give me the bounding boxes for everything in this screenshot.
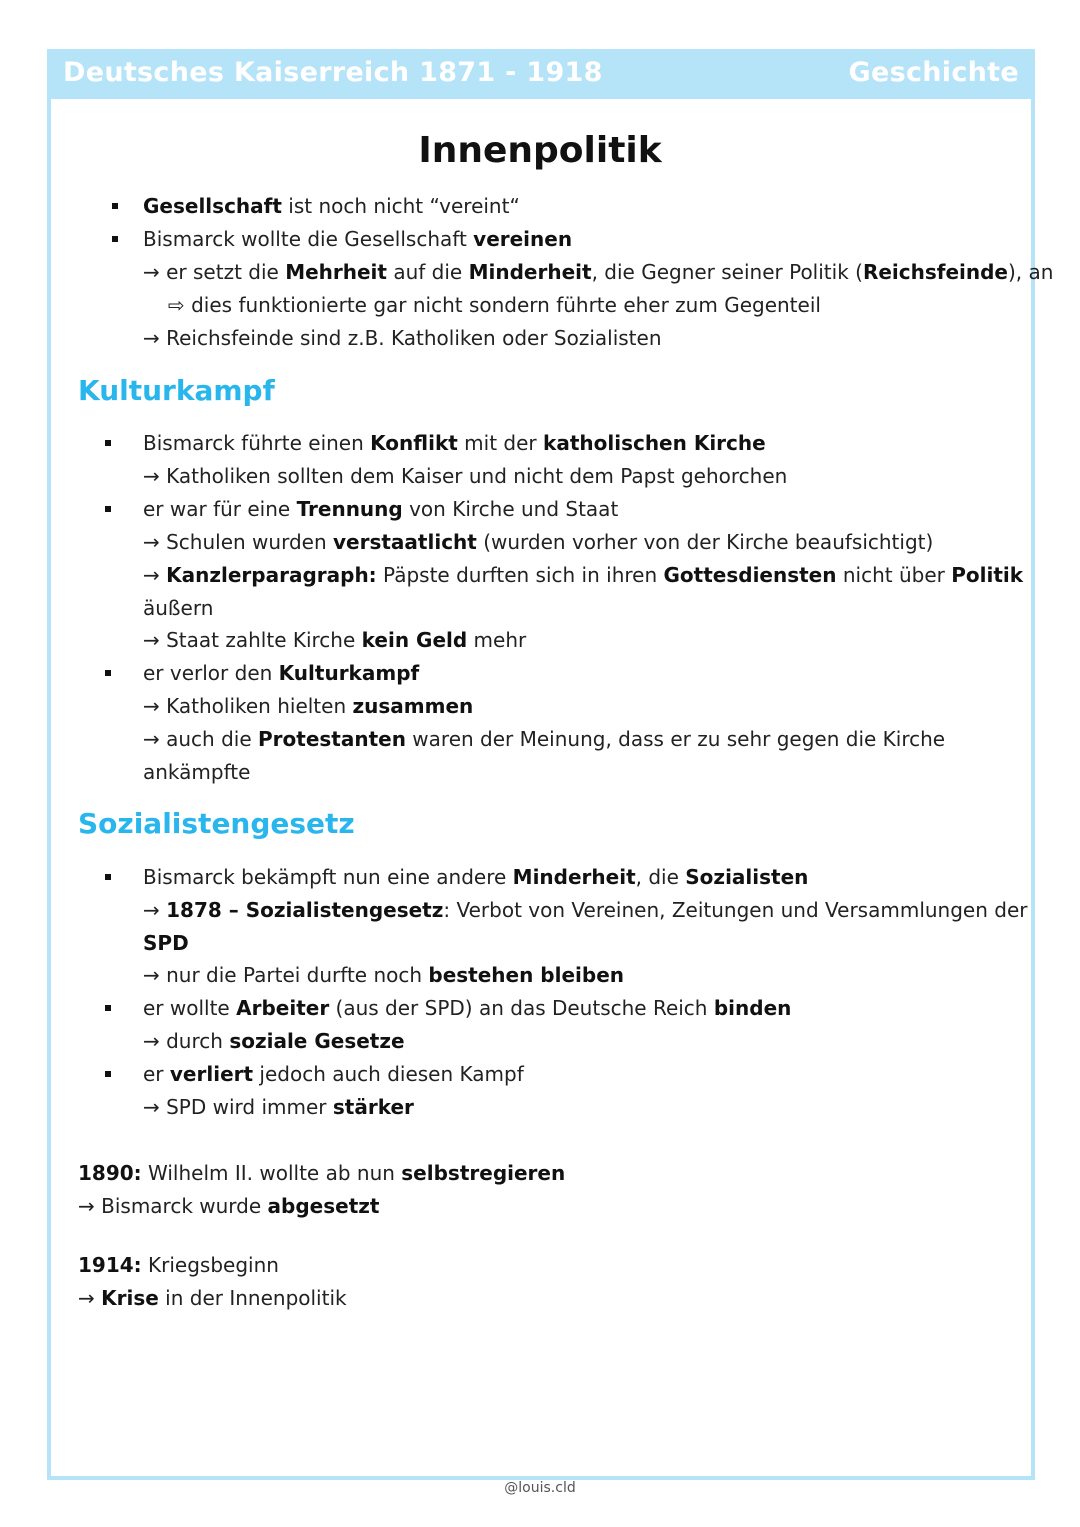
text-line	[143, 431, 766, 455]
text-line	[143, 1062, 524, 1086]
text-run: → auch die	[143, 727, 258, 751]
text-run: →	[78, 1286, 102, 1310]
text-run: nicht über	[836, 563, 952, 587]
bold-text: verstaatlicht	[333, 530, 477, 554]
text-run: jedoch auch diesen Kampf	[253, 1062, 524, 1086]
bold-text: verliert	[169, 1062, 254, 1086]
text-run: ⇨ dies funktionierte gar nicht sondern führte eher zum Gegenteil	[168, 293, 821, 317]
bold-text: Mehrheit	[285, 260, 387, 284]
text-run: : Verbot von Vereinen, Zeitungen und Versammlungen der	[443, 898, 1028, 922]
text-run: (aus der SPD) an das Deutsche Reich	[329, 996, 714, 1020]
text-line	[143, 963, 624, 987]
bold-text: katholischen Kirche	[543, 431, 766, 455]
text-run: waren der Meinung, dass er zu sehr gegen die Kirche	[405, 727, 946, 751]
bullet-icon	[105, 440, 111, 446]
bold-text: Kulturkampf	[278, 661, 420, 685]
text-line	[143, 727, 945, 751]
header-topic: Deutsches Kaiserreich 1871 - 1918	[63, 57, 603, 88]
text-run: → durch	[143, 1029, 230, 1053]
text-run: → er setzt die	[143, 260, 286, 284]
text-line	[143, 865, 808, 889]
text-run: ), an	[1008, 260, 1054, 284]
text-line	[143, 596, 213, 620]
text-line	[143, 464, 787, 488]
text-line	[168, 293, 821, 317]
bold-text: 1914:	[78, 1253, 142, 1277]
text-line	[143, 996, 791, 1020]
bold-text: Trennung	[296, 497, 403, 521]
bold-text: soziale Gesetze	[229, 1029, 405, 1053]
text-run: → Staat zahlte Kirche	[143, 628, 362, 652]
bold-text: Gottesdiensten	[663, 563, 837, 587]
header-bar	[47, 49, 1035, 99]
section-heading-kulturkampf: Kulturkampf	[78, 374, 275, 407]
header-subject: Geschichte	[848, 57, 1019, 88]
event-line	[78, 1286, 347, 1310]
text-run: auf die	[386, 260, 469, 284]
bullet-icon	[105, 506, 111, 512]
text-run: → Schulen wurden	[143, 530, 333, 554]
bullet-icon	[105, 1071, 111, 1077]
bullet-icon	[105, 670, 111, 676]
text-line	[143, 227, 572, 251]
bullet-icon	[112, 236, 118, 242]
bold-text: Gesellschaft	[143, 194, 282, 218]
text-run: mit der	[457, 431, 544, 455]
event-line	[78, 1253, 279, 1277]
bold-text: Krise	[101, 1286, 159, 1310]
text-line	[143, 628, 526, 652]
bold-text: Minderheit	[512, 865, 636, 889]
bold-text: Kanzlerparagraph:	[166, 563, 377, 587]
text-run: , die Gegner seiner Politik (	[591, 260, 863, 284]
text-run: Bismarck führte einen	[143, 431, 371, 455]
bold-text: zusammen	[352, 694, 474, 718]
bold-text: kein Geld	[361, 628, 468, 652]
text-run: er wollte	[143, 996, 237, 1020]
text-run: ist noch nicht “vereint“	[281, 194, 520, 218]
text-line	[143, 760, 250, 784]
bold-text: Minderheit	[468, 260, 592, 284]
text-run: er war für eine	[143, 497, 297, 521]
text-line	[143, 194, 520, 218]
text-run: Kriegsbeginn	[141, 1253, 279, 1277]
bullet-icon	[112, 203, 118, 209]
text-line	[143, 1029, 405, 1053]
text-run: → Katholiken hielten	[143, 694, 353, 718]
text-run: → Bismarck wurde	[78, 1194, 268, 1218]
text-run: von Kirche und Staat	[402, 497, 619, 521]
bold-text: 1890:	[78, 1161, 142, 1185]
text-run: → Reichsfeinde sind z.B. Katholiken oder Sozialisten	[143, 326, 662, 350]
text-line	[143, 694, 473, 718]
text-run: er	[143, 1062, 170, 1086]
text-line	[143, 661, 419, 685]
bold-text: 1878 – Sozialistengesetz	[166, 898, 444, 922]
text-run: äußern	[143, 596, 214, 620]
event-line	[78, 1194, 379, 1218]
text-run: Päpste durften sich in ihren	[376, 563, 664, 587]
bullet-icon	[105, 1005, 111, 1011]
bold-text: Reichsfeinde	[862, 260, 1008, 284]
text-run: (wurden vorher von der Kirche beaufsichtigt)	[476, 530, 934, 554]
text-line	[143, 530, 933, 554]
bold-text: Protestanten	[258, 727, 406, 751]
text-run: in der Innenpolitik	[158, 1286, 347, 1310]
bold-text: binden	[713, 996, 792, 1020]
section-heading-sozialistengesetz: Sozialistengesetz	[78, 807, 355, 840]
text-line	[143, 563, 1023, 587]
bold-text: Sozialisten	[685, 865, 809, 889]
event-line	[78, 1161, 565, 1185]
text-line	[143, 1095, 414, 1119]
text-run: Wilhelm II. wollte ab nun	[141, 1161, 402, 1185]
text-run: mehr	[467, 628, 527, 652]
bold-text: stärker	[332, 1095, 414, 1119]
text-line	[143, 931, 189, 955]
text-run: Bismarck wollte die Gesellschaft	[143, 227, 474, 251]
text-run: →	[143, 898, 167, 922]
bold-text: SPD	[143, 931, 189, 955]
bullet-icon	[105, 874, 111, 880]
page-title: Innenpolitik	[418, 130, 662, 171]
text-run: → SPD wird immer	[143, 1095, 333, 1119]
bold-text: vereinen	[473, 227, 573, 251]
bold-text: Arbeiter	[236, 996, 330, 1020]
text-run: ankämpfte	[143, 760, 251, 784]
bold-text: abgesetzt	[267, 1194, 380, 1218]
text-run: , die	[635, 865, 686, 889]
bold-text: selbstregieren	[401, 1161, 566, 1185]
footer-credit: @louis.cld	[504, 1480, 576, 1496]
bold-text: Konflikt	[370, 431, 458, 455]
bold-text: Politik	[951, 563, 1024, 587]
text-line	[143, 898, 1027, 922]
text-line	[143, 260, 1053, 284]
text-line	[143, 497, 618, 521]
text-run: → Katholiken sollten dem Kaiser und nicht dem Papst gehorchen	[143, 464, 788, 488]
text-run: → nur die Partei durfte noch	[143, 963, 429, 987]
bold-text: bestehen bleiben	[428, 963, 625, 987]
text-run: →	[143, 563, 167, 587]
text-line	[143, 326, 662, 350]
text-run: er verlor den	[143, 661, 279, 685]
text-run: Bismarck bekämpft nun eine andere	[143, 865, 513, 889]
